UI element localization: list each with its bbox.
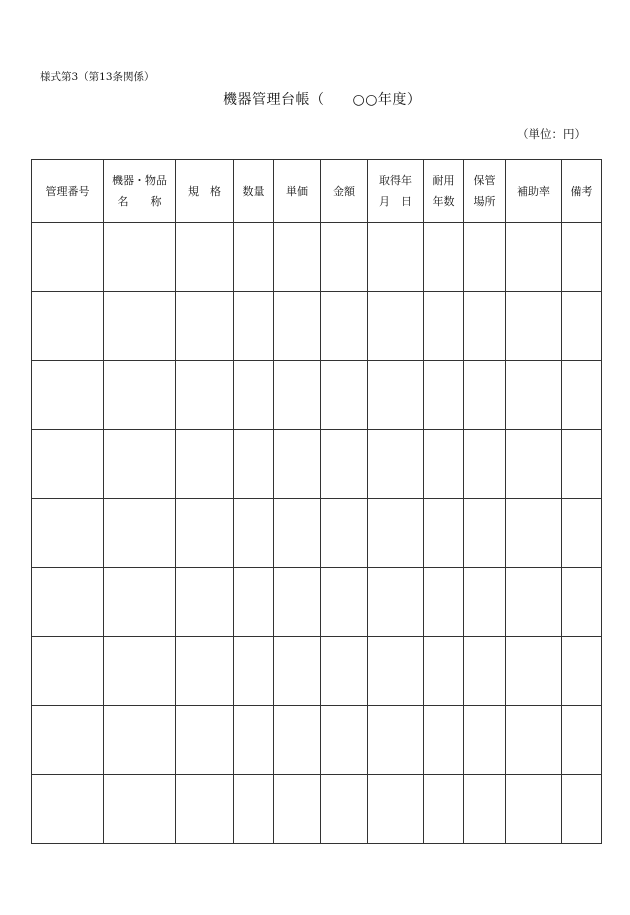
col-header-useful-life: 耐用 年数 xyxy=(424,160,464,223)
table-cell[interactable] xyxy=(321,706,368,775)
table-cell[interactable] xyxy=(104,775,176,844)
table-cell[interactable] xyxy=(424,568,464,637)
table-cell[interactable] xyxy=(321,499,368,568)
table-cell[interactable] xyxy=(562,637,602,706)
col-header-management-number: 管理番号 xyxy=(32,160,104,223)
table-cell[interactable] xyxy=(464,637,506,706)
table-cell[interactable] xyxy=(104,361,176,430)
table-cell[interactable] xyxy=(424,430,464,499)
table-cell[interactable] xyxy=(368,223,424,292)
table-cell[interactable] xyxy=(424,361,464,430)
table-cell[interactable] xyxy=(234,568,274,637)
table-cell[interactable] xyxy=(464,706,506,775)
table-cell[interactable] xyxy=(464,292,506,361)
table-cell[interactable] xyxy=(562,706,602,775)
table-cell[interactable] xyxy=(562,361,602,430)
table-cell[interactable] xyxy=(104,499,176,568)
table-cell[interactable] xyxy=(176,706,234,775)
table-cell[interactable] xyxy=(176,430,234,499)
table-cell[interactable] xyxy=(234,637,274,706)
table-cell[interactable] xyxy=(32,775,104,844)
table-row xyxy=(32,223,602,292)
table-cell[interactable] xyxy=(274,637,321,706)
table-cell[interactable] xyxy=(32,637,104,706)
form-number-label: 様式第3（第13条関係） xyxy=(40,71,155,83)
table-cell[interactable] xyxy=(176,775,234,844)
table-cell[interactable] xyxy=(104,637,176,706)
table-cell[interactable] xyxy=(506,499,562,568)
col-header-subsidy-rate: 補助率 xyxy=(506,160,562,223)
header-row xyxy=(32,160,602,223)
table-cell[interactable] xyxy=(464,361,506,430)
table-cell[interactable] xyxy=(506,706,562,775)
table-cell[interactable] xyxy=(368,361,424,430)
table-cell[interactable] xyxy=(368,292,424,361)
table-row xyxy=(32,637,602,706)
table-row xyxy=(32,706,602,775)
col-header-amount: 金額 xyxy=(321,160,368,223)
table-cell[interactable] xyxy=(562,775,602,844)
table-row xyxy=(32,292,602,361)
table-cell[interactable] xyxy=(234,292,274,361)
table-cell[interactable] xyxy=(368,775,424,844)
table-cell[interactable] xyxy=(234,361,274,430)
col-header-remarks: 備考 xyxy=(562,160,602,223)
table-cell[interactable] xyxy=(368,637,424,706)
document-title xyxy=(223,89,421,109)
table-cell[interactable] xyxy=(506,223,562,292)
table-cell[interactable] xyxy=(506,430,562,499)
col-header-unit-price: 単価 xyxy=(274,160,321,223)
table-cell[interactable] xyxy=(506,292,562,361)
table-cell[interactable] xyxy=(506,568,562,637)
table-cell[interactable] xyxy=(32,361,104,430)
table-cell[interactable] xyxy=(176,223,234,292)
table-cell[interactable] xyxy=(32,499,104,568)
table-cell[interactable] xyxy=(234,499,274,568)
col-header-specification: 規 格 xyxy=(176,160,234,223)
table-cell[interactable] xyxy=(424,775,464,844)
col-header-acquisition-date: 取得年 月 日 xyxy=(368,160,424,223)
table-cell[interactable] xyxy=(368,430,424,499)
table-cell[interactable] xyxy=(321,568,368,637)
table-cell[interactable] xyxy=(274,706,321,775)
table-cell[interactable] xyxy=(506,637,562,706)
table-cell[interactable] xyxy=(464,430,506,499)
table-cell[interactable] xyxy=(464,568,506,637)
table-cell[interactable] xyxy=(424,499,464,568)
table-cell[interactable] xyxy=(32,706,104,775)
table-cell[interactable] xyxy=(104,223,176,292)
table-cell[interactable] xyxy=(176,361,234,430)
table-cell[interactable] xyxy=(176,568,234,637)
table-cell[interactable] xyxy=(104,430,176,499)
table-cell[interactable] xyxy=(234,223,274,292)
table-cell[interactable] xyxy=(562,499,602,568)
table-cell[interactable] xyxy=(424,223,464,292)
title-year: ○○年度） xyxy=(352,92,422,108)
table-cell[interactable] xyxy=(562,223,602,292)
table-cell[interactable] xyxy=(234,430,274,499)
table-cell[interactable] xyxy=(274,775,321,844)
table-cell[interactable] xyxy=(104,568,176,637)
table-cell[interactable] xyxy=(274,430,321,499)
table-row xyxy=(32,361,602,430)
table-cell[interactable] xyxy=(464,775,506,844)
table-cell[interactable] xyxy=(368,706,424,775)
table-cell[interactable] xyxy=(321,361,368,430)
table-cell[interactable] xyxy=(464,499,506,568)
table-cell[interactable] xyxy=(32,568,104,637)
table-row xyxy=(32,499,602,568)
equipment-ledger-table xyxy=(31,159,602,844)
col-header-quantity: 数量 xyxy=(234,160,274,223)
table-cell[interactable] xyxy=(562,568,602,637)
table-cell[interactable] xyxy=(234,706,274,775)
table-cell[interactable] xyxy=(234,775,274,844)
table-cell[interactable] xyxy=(104,706,176,775)
table-cell[interactable] xyxy=(176,292,234,361)
col-header-storage-location: 保管 場所 xyxy=(464,160,506,223)
table-cell[interactable] xyxy=(424,292,464,361)
table-row xyxy=(32,568,602,637)
table-cell[interactable] xyxy=(368,499,424,568)
table-cell[interactable] xyxy=(274,292,321,361)
table-cell[interactable] xyxy=(321,292,368,361)
col-header-equipment-name: 機器・物品 名 称 xyxy=(104,160,176,223)
table-cell[interactable] xyxy=(274,499,321,568)
unit-note: （単位：円） xyxy=(517,127,586,141)
table-cell[interactable] xyxy=(506,775,562,844)
table-cell[interactable] xyxy=(368,568,424,637)
table-cell[interactable] xyxy=(176,499,234,568)
table-cell[interactable] xyxy=(562,292,602,361)
table-cell[interactable] xyxy=(32,223,104,292)
table-cell[interactable] xyxy=(32,430,104,499)
table-cell[interactable] xyxy=(464,223,506,292)
table-cell[interactable] xyxy=(274,361,321,430)
table-cell[interactable] xyxy=(321,430,368,499)
table-cell[interactable] xyxy=(274,568,321,637)
table-cell[interactable] xyxy=(32,292,104,361)
title-main: 機器管理台帳（ xyxy=(223,92,325,108)
table-cell[interactable] xyxy=(562,430,602,499)
table-cell[interactable] xyxy=(321,223,368,292)
table-cell[interactable] xyxy=(321,637,368,706)
table-cell[interactable] xyxy=(321,775,368,844)
table-cell[interactable] xyxy=(506,361,562,430)
table-cell[interactable] xyxy=(424,706,464,775)
table-cell[interactable] xyxy=(274,223,321,292)
table-cell[interactable] xyxy=(424,637,464,706)
table-cell[interactable] xyxy=(176,637,234,706)
table-row xyxy=(32,430,602,499)
table-cell[interactable] xyxy=(104,292,176,361)
ledger-body xyxy=(32,223,602,844)
table-row xyxy=(32,775,602,844)
